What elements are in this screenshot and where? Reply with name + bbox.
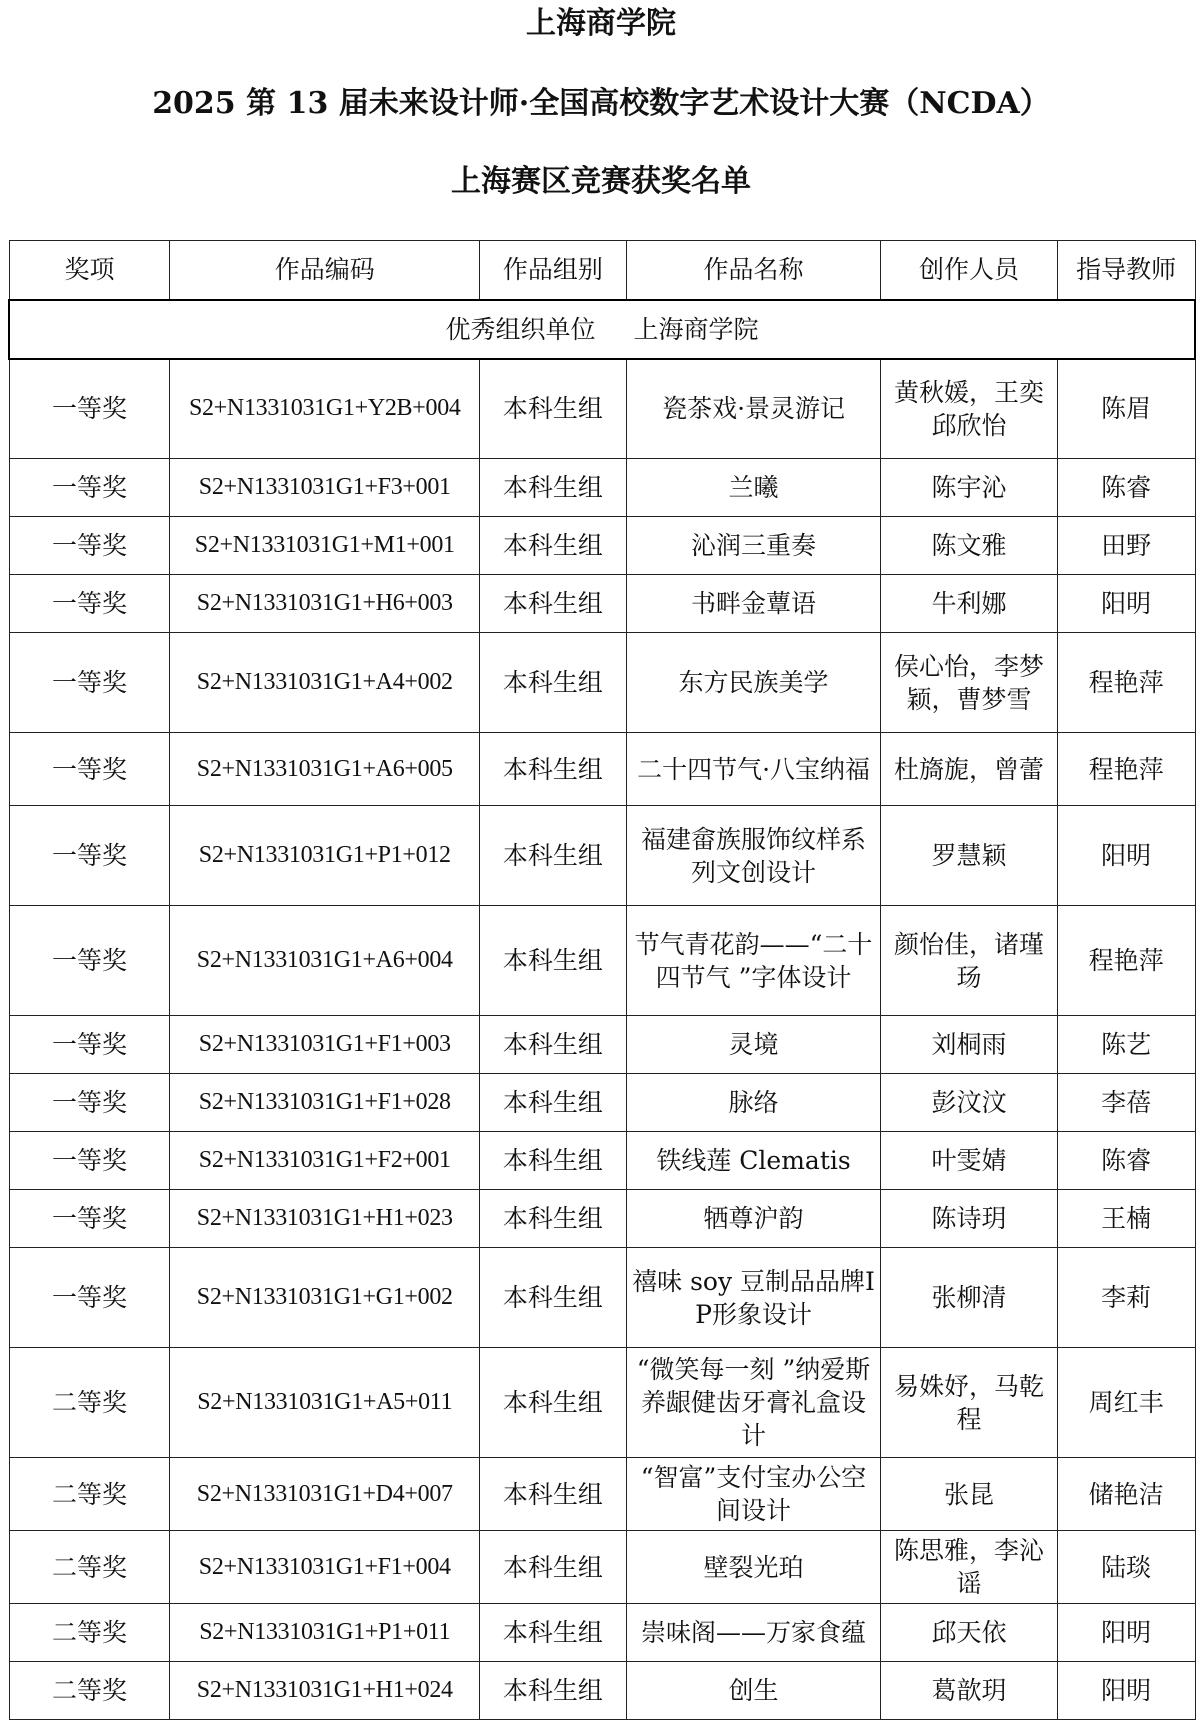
cell-title: 东方民族美学: [626, 633, 881, 733]
cell-award: 一等奖: [9, 633, 170, 733]
cell-advisor: 陈睿: [1057, 459, 1195, 517]
cell-creators: 颜怡佳，诸瑾玚: [881, 906, 1057, 1016]
cell-group: 本科生组: [480, 1604, 627, 1662]
cell-creators: 张柳清: [881, 1248, 1057, 1348]
cell-title: 崇味阁——万家食蕴: [626, 1604, 881, 1662]
cell-creators: 侯心怡，李梦颖，曹梦雪: [881, 633, 1057, 733]
table-row: [9, 1662, 1195, 1720]
school-name-title: 上海商学院: [526, 6, 676, 41]
cell-group: 本科生组: [480, 633, 627, 733]
cell-advisor: 储艳洁: [1057, 1458, 1195, 1531]
cell-group: 本科生组: [480, 1248, 627, 1348]
table-header-row: [9, 241, 1195, 300]
cell-group: 本科生组: [480, 1662, 627, 1720]
cell-title: 瓷茶戏·景灵游记: [626, 359, 881, 459]
cell-award: 一等奖: [9, 575, 170, 633]
cell-title: 节气青花韵——“二十四节气 ”字体设计: [626, 906, 881, 1016]
cell-title: 书畔金蕈语: [626, 575, 881, 633]
table-row: [9, 1016, 1195, 1074]
table-row: [9, 1248, 1195, 1348]
cell-advisor: 阳明: [1057, 806, 1195, 906]
cell-code: S2+N1331031G1+F3+001: [170, 459, 480, 517]
column-header-title: 作品名称: [626, 241, 881, 300]
cell-creators: 黄秋媛，王奕邱欣怡: [881, 359, 1057, 459]
cell-code: S2+N1331031G1+M1+001: [170, 517, 480, 575]
cell-creators: 陈诗玥: [881, 1190, 1057, 1248]
cell-title: 脉络: [626, 1074, 881, 1132]
cell-advisor: 陈眉: [1057, 359, 1195, 459]
cell-advisor: 李莉: [1057, 1248, 1195, 1348]
cell-award: 一等奖: [9, 1074, 170, 1132]
cell-code: S2+N1331031G1+H1+024: [170, 1662, 480, 1720]
cell-title: 铁线莲 Clematis: [626, 1132, 881, 1190]
cell-award: 一等奖: [9, 517, 170, 575]
cell-advisor: 陆琰: [1057, 1531, 1195, 1604]
cell-group: 本科生组: [480, 1074, 627, 1132]
cell-code: S2+N1331031G1+F2+001: [170, 1132, 480, 1190]
cell-code: S2+N1331031G1+G1+002: [170, 1248, 480, 1348]
cell-advisor: 陈艺: [1057, 1016, 1195, 1074]
cell-award: 一等奖: [9, 806, 170, 906]
cell-title: 福建畲族服饰纹样系列文创设计: [626, 806, 881, 906]
organizer-cell: [9, 300, 1195, 359]
competition-title: 2025 第 13 届未来设计师·全国高校数字艺术设计大赛（NCDA）: [152, 86, 1050, 121]
cell-group: 本科生组: [480, 359, 627, 459]
cell-group: 本科生组: [480, 906, 627, 1016]
organizer-value: 上海商学院: [633, 314, 759, 344]
cell-group: 本科生组: [480, 1190, 627, 1248]
cell-title: 创生: [626, 1662, 881, 1720]
cell-code: S2+N1331031G1+H1+023: [170, 1190, 480, 1248]
cell-code: S2+N1331031G1+Y2B+004: [170, 359, 480, 459]
table-row: [9, 1190, 1195, 1248]
cell-creators: 罗慧颖: [881, 806, 1057, 906]
cell-creators: 张昆: [881, 1458, 1057, 1531]
cell-group: 本科生组: [480, 575, 627, 633]
cell-title: 壁裂光珀: [626, 1531, 881, 1604]
table-row: [9, 733, 1195, 806]
cell-award: 一等奖: [9, 1190, 170, 1248]
cell-title: 灵境: [626, 1016, 881, 1074]
table-row: [9, 1348, 1195, 1458]
cell-title: 兰曦: [626, 459, 881, 517]
cell-award: 一等奖: [9, 733, 170, 806]
cell-advisor: 王楠: [1057, 1190, 1195, 1248]
cell-award: 一等奖: [9, 459, 170, 517]
cell-group: 本科生组: [480, 1531, 627, 1604]
organizer-row: [9, 300, 1195, 359]
cell-advisor: 田野: [1057, 517, 1195, 575]
awards-table: [8, 240, 1196, 1720]
cell-creators: 叶雯婧: [881, 1132, 1057, 1190]
cell-advisor: 周红丰: [1057, 1348, 1195, 1458]
cell-code: S2+N1331031G1+P1+011: [170, 1604, 480, 1662]
cell-award: 二等奖: [9, 1531, 170, 1604]
table-row: [9, 1074, 1195, 1132]
cell-creators: 葛歆玥: [881, 1662, 1057, 1720]
table-row: [9, 517, 1195, 575]
cell-advisor: 陈睿: [1057, 1132, 1195, 1190]
cell-advisor: 程艳萍: [1057, 633, 1195, 733]
cell-creators: 彭汶汶: [881, 1074, 1057, 1132]
cell-creators: 刘桐雨: [881, 1016, 1057, 1074]
cell-award: 二等奖: [9, 1604, 170, 1662]
cell-award: 一等奖: [9, 1016, 170, 1074]
cell-advisor: 阳明: [1057, 1604, 1195, 1662]
column-header-group: 作品组别: [480, 241, 627, 300]
cell-award: 一等奖: [9, 359, 170, 459]
cell-group: 本科生组: [480, 1132, 627, 1190]
cell-title: “智富”支付宝办公空间设计: [626, 1458, 881, 1531]
cell-award: 二等奖: [9, 1458, 170, 1531]
table-row: [9, 575, 1195, 633]
cell-creators: 杜旖旎，曾蕾: [881, 733, 1057, 806]
cell-group: 本科生组: [480, 517, 627, 575]
column-header-advisor: 指导教师: [1057, 241, 1195, 300]
cell-advisor: 李蓓: [1057, 1074, 1195, 1132]
cell-title: 二十四节气·八宝纳福: [626, 733, 881, 806]
cell-group: 本科生组: [480, 459, 627, 517]
cell-title: 禧味 soy 豆制品品牌IP形象设计: [626, 1248, 881, 1348]
table-row: [9, 1458, 1195, 1531]
cell-code: S2+N1331031G1+A6+004: [170, 906, 480, 1016]
cell-group: 本科生组: [480, 733, 627, 806]
cell-award: 二等奖: [9, 1348, 170, 1458]
cell-code: S2+N1331031G1+A4+002: [170, 633, 480, 733]
cell-creators: 陈思雅，李沁谣: [881, 1531, 1057, 1604]
cell-award: 二等奖: [9, 1662, 170, 1720]
cell-award: 一等奖: [9, 906, 170, 1016]
cell-code: S2+N1331031G1+F1+004: [170, 1531, 480, 1604]
cell-group: 本科生组: [480, 1458, 627, 1531]
table-row: [9, 359, 1195, 459]
cell-creators: 易姝妤，马乾程: [881, 1348, 1057, 1458]
table-row: [9, 1132, 1195, 1190]
cell-award: 一等奖: [9, 1248, 170, 1348]
organizer-label: 优秀组织单位: [445, 314, 596, 344]
table-row: [9, 906, 1195, 1016]
cell-code: S2+N1331031G1+F1+028: [170, 1074, 480, 1132]
cell-code: S2+N1331031G1+D4+007: [170, 1458, 480, 1531]
cell-code: S2+N1331031G1+P1+012: [170, 806, 480, 906]
cell-code: S2+N1331031G1+A5+011: [170, 1348, 480, 1458]
cell-title: 沁润三重奏: [626, 517, 881, 575]
cell-group: 本科生组: [480, 1348, 627, 1458]
cell-group: 本科生组: [480, 806, 627, 906]
table-row: [9, 1531, 1195, 1604]
column-header-code: 作品编码: [170, 241, 480, 300]
cell-advisor: 程艳萍: [1057, 906, 1195, 1016]
cell-code: S2+N1331031G1+H6+003: [170, 575, 480, 633]
table-row: [9, 633, 1195, 733]
cell-advisor: 阳明: [1057, 575, 1195, 633]
cell-creators: 邱天依: [881, 1604, 1057, 1662]
column-header-award: 奖项: [9, 241, 170, 300]
cell-award: 一等奖: [9, 1132, 170, 1190]
cell-title: “微笑每一刻 ”纳爱斯养龈健齿牙膏礼盒设计: [626, 1348, 881, 1458]
cell-advisor: 程艳萍: [1057, 733, 1195, 806]
cell-code: S2+N1331031G1+A6+005: [170, 733, 480, 806]
cell-title: 牺尊沪韵: [626, 1190, 881, 1248]
cell-creators: 陈宇沁: [881, 459, 1057, 517]
table-row: [9, 1604, 1195, 1662]
cell-code: S2+N1331031G1+F1+003: [170, 1016, 480, 1074]
column-header-creators: 创作人员: [881, 241, 1057, 300]
cell-creators: 陈文雅: [881, 517, 1057, 575]
list-title: 上海赛区竞赛获奖名单: [451, 164, 751, 199]
table-row: [9, 459, 1195, 517]
table-row: [9, 806, 1195, 906]
cell-creators: 牛利娜: [881, 575, 1057, 633]
cell-group: 本科生组: [480, 1016, 627, 1074]
cell-advisor: 阳明: [1057, 1662, 1195, 1720]
